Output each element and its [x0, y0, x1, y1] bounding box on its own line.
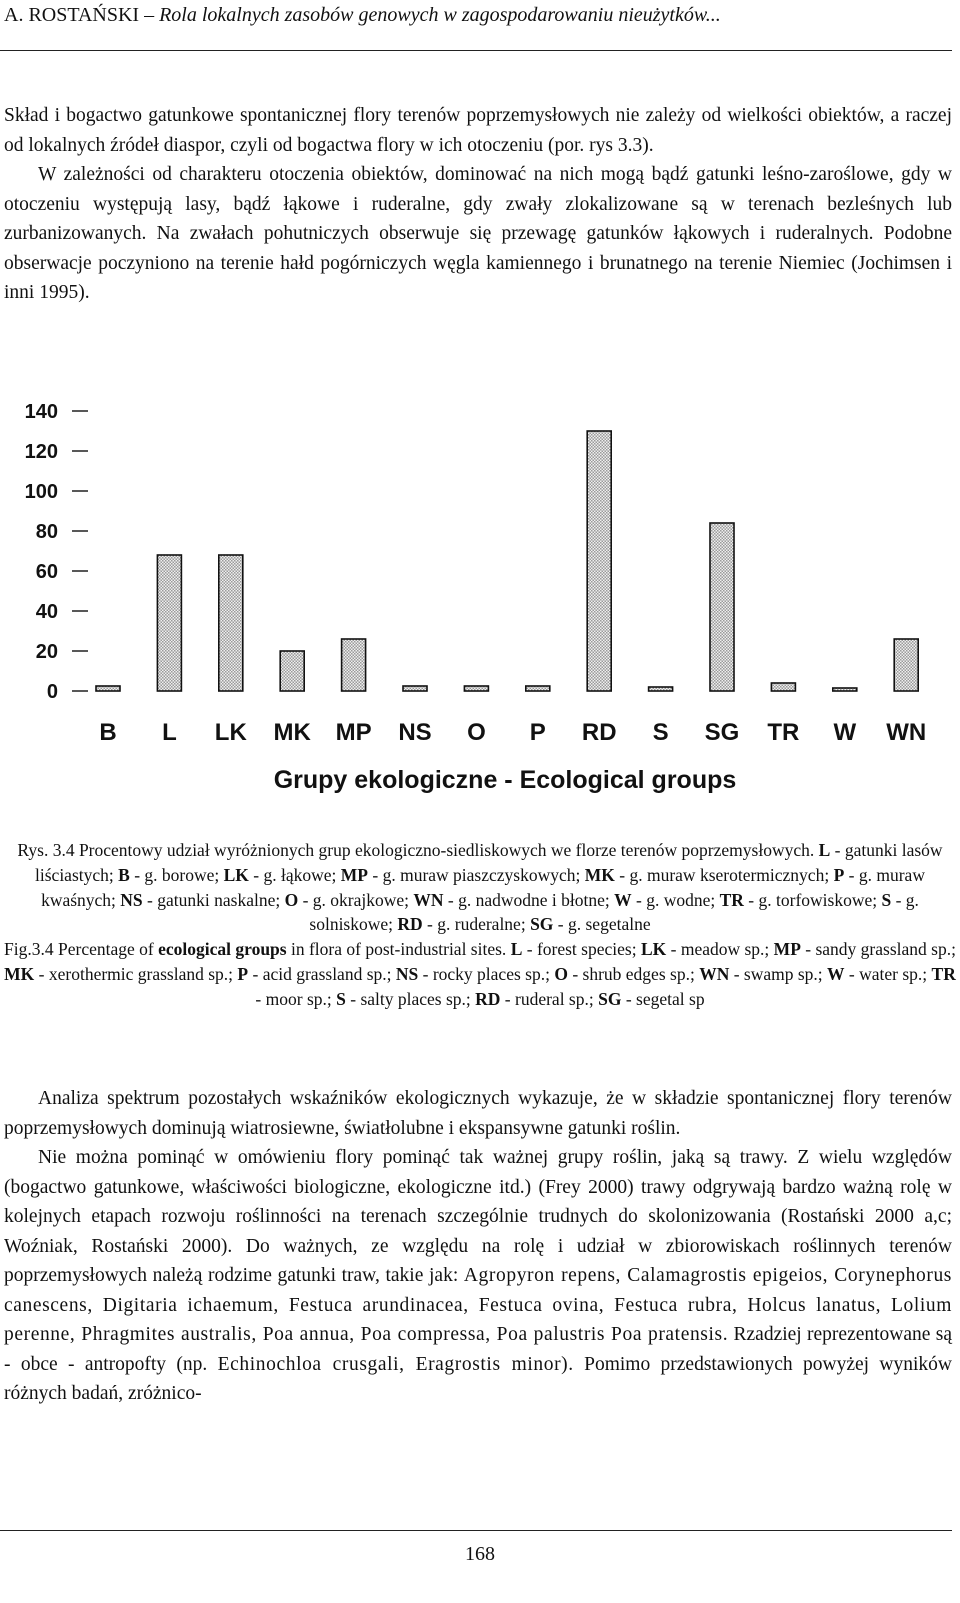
caption-code: SG — [530, 914, 554, 935]
caption-desc: water sp.; — [859, 963, 928, 984]
bar-wn — [894, 639, 918, 691]
caption-desc: g. torfowiskowe; — [758, 889, 878, 910]
paragraph-text: Pomimo przedstawionych powyżej wyników różnych badań, zróżnico- — [4, 1353, 952, 1404]
bar-p — [526, 686, 550, 691]
x-tick-label-lk: LK — [214, 719, 247, 746]
caption-desc: g. borowe; — [144, 864, 220, 885]
bar-ns — [403, 686, 427, 691]
caption-desc: g. łąkowe; — [263, 864, 337, 885]
x-tick-label-b: B — [99, 719, 117, 746]
bar-chart — [0, 395, 960, 820]
caption-code: L — [818, 840, 831, 860]
caption-code: TR — [931, 963, 956, 984]
caption-desc: segetal sp — [636, 988, 705, 1009]
bar-b — [96, 686, 120, 691]
caption-desc: g. muraw kserotermicznych; — [629, 864, 830, 885]
caption-code: RD — [475, 988, 501, 1009]
caption-code: SG — [598, 988, 622, 1009]
y-axis-tick-label: 40 — [35, 601, 58, 623]
bars — [96, 431, 918, 691]
x-tick-label-sg: SG — [704, 719, 740, 746]
caption-rys-prefix: Rys. 3.4 — [17, 840, 75, 860]
x-tick-label-w: W — [833, 719, 857, 746]
x-tick-label-wn: WN — [886, 719, 927, 746]
caption-code: LK — [640, 939, 667, 960]
caption-code: W — [827, 963, 845, 984]
caption-code: O — [284, 889, 299, 910]
caption-desc: swamp sp.; — [743, 963, 823, 984]
caption-desc: ruderal sp.; — [515, 988, 594, 1009]
caption-fig-bold: ecological groups — [158, 939, 287, 960]
header-author: A. ROSTAŃSKI — [4, 4, 140, 26]
bar-tr — [771, 683, 795, 691]
caption-desc: moor sp.; — [265, 988, 332, 1009]
caption-code: TR — [719, 889, 744, 910]
caption-desc: g. nadwodne i błotne; — [458, 889, 610, 910]
footer-rule — [0, 1530, 952, 1531]
y-axis — [25, 401, 88, 703]
page-number: 168 — [465, 1543, 495, 1565]
caption-desc: g. muraw piaszczyskowych; — [382, 864, 581, 885]
x-tick-label-s: S — [652, 719, 669, 746]
caption-desc: g. muraw kwaśnych; — [41, 864, 925, 910]
caption-code: S — [336, 988, 346, 1009]
paragraph: Analiza spektrum pozostałych wskaźników ekologicznych wykazuje, że w składzie spontanicznej flory terenów poprzemysłowych dominują wiatrosiewne, światłolubne i ekspansywne gatunki roślin. — [4, 1088, 952, 1139]
caption-code: W — [614, 889, 632, 910]
caption-desc: g. ruderalne; — [437, 914, 526, 935]
paragraph: W zależności od charakteru otoczenia obiektów, dominować na nich mogą bądź gatunki leśno-zaroślowe, gdy w otoczeniu występują lasy, bądź łąkowe i ruderalne, gdy zwały zlokalizowane są w terenach bezleśnych lub zurbanizowanych. Na zwałach pohutniczych obserwuje się przewagę gatunków łąkowych i ruderalnych. Podobne obserwacje poczyniono na terenie hałd pogórniczych węgla kamiennego i brunatnego na terenie Niemiec (Jochimsen i inni 1995). — [4, 164, 952, 303]
caption-desc: g. segetalne — [568, 914, 651, 935]
y-axis-tick-label: 100 — [24, 481, 58, 503]
bar-w — [833, 688, 857, 691]
header-title: Rola lokalnych zasobów genowych w zagospodarowaniu nieużytków... — [159, 4, 721, 26]
bar-sg — [710, 523, 734, 691]
caption-desc: g. okrajkowe; — [312, 889, 410, 910]
caption-code: RD — [397, 914, 423, 935]
y-axis-tick-label: 0 — [46, 681, 58, 703]
caption-code: MP — [773, 939, 801, 960]
x-axis-title: Grupy ekologiczne - Ecological groups — [273, 766, 737, 794]
header-rule — [0, 50, 952, 51]
species-list: Agropyron repens, Calamagrostis epigeios, Corynephorus canescens, Digitaria ichaemum, Festuca arundinacea, Festuca ovina, Festuca rubra, Holcus lanatus, Lolium perenne, Phragmites australis, Poa annua, Poa compressa, Poa palustris Poa pratensis. — [4, 1265, 952, 1345]
bar-o — [464, 686, 488, 691]
caption-fig-prefix: Fig.3.4 Percentage of — [4, 939, 154, 960]
caption-code: P — [833, 864, 845, 885]
caption-desc: xerothermic grassland sp.; — [48, 963, 234, 984]
caption-desc: gatunki lasów liściastych; — [35, 840, 943, 885]
paragraph: Skład i bogactwo gatunkowe spontanicznej flory terenów poprzemysłowych nie zależy od wielkości obiektów, a raczej od lokalnych źródeł diaspor, czyli od bogactwa flory w ich otoczeniu (por. rys 3.3). — [4, 105, 952, 156]
caption-polish: Rys. 3.4 Procentowy udział wyróżnionych grup ekologiczno-siedliskowych we florze terenów poprzemysłowych. L - gatunki lasów liściastych; B - g. borowe; LK - g. łąkowe; MP - g. muraw piaszczyskowych; MK - g. muraw kserotermicznych; P - g. muraw kwaśnych; NS - gatunki naskalne; O - g. okrajkowe; WN - g. nadwodne i błotne; W - g. wodne; TR - g. torfowiskowe; S - g. solniskowe; RD - g. ruderalne; SG - g. segetalne — [17, 840, 943, 935]
caption-desc: rocky places sp.; — [432, 963, 550, 984]
paragraph-text: Nie można pominąć w omówieniu flory pominąć tak ważnej grupy roślin, jaką są trawy. Z wielu względów (bogactwo gatunkowe, właściwości biologiczne, ekologiczne itd.) (Frey 2000) trawy odgrywają bardzo ważną rolę w kolejnych etapach rozwoju roślinności na terenach szczególnie trudnych do skolonizowania (Rostański 2000 a,c; Woźniak, Rostański 2000). Do ważnych, ze względu na rolę i udział w zbiorowiskach roślinnych terenów poprzemysłowych należą rodzime gatunki traw, takie jak: — [4, 1147, 952, 1286]
y-axis-tick-label: 120 — [24, 441, 58, 463]
bar-mp — [342, 639, 366, 691]
caption-code: L — [510, 939, 523, 960]
caption-desc: gatunki naskalne; — [157, 889, 281, 910]
caption-desc: sandy grassland sp.; — [815, 939, 956, 960]
species-list: Echinochloa crusgali, Eragrostis minor). — [217, 1353, 574, 1375]
x-tick-label-l: L — [162, 719, 177, 746]
bar-rd — [587, 431, 611, 691]
x-tick-label-tr: TR — [767, 719, 800, 746]
bar-s — [649, 687, 673, 691]
figure-caption — [0, 838, 960, 1012]
paragraph-text: Rzadziej reprezentowane są - obce - antropofty (np. — [4, 1324, 952, 1375]
x-tick-label-mp: MP — [335, 719, 372, 746]
bar-lk — [219, 555, 243, 691]
caption-desc: forest species; — [536, 939, 637, 960]
body-text-top — [4, 101, 952, 308]
y-axis-tick-label: 80 — [35, 521, 58, 543]
x-tick-label-mk: MK — [273, 719, 311, 746]
y-axis-tick-label: 20 — [35, 641, 58, 663]
caption-fig-suffix: in flora of post-industrial sites. — [290, 939, 507, 960]
y-axis-tick-label: 60 — [35, 561, 58, 583]
bar-l — [157, 555, 181, 691]
caption-desc: salty places sp.; — [360, 988, 471, 1009]
caption-code: MK — [584, 864, 615, 885]
caption-desc: acid grassland sp.; — [262, 963, 392, 984]
caption-code: NS — [395, 963, 419, 984]
caption-code: NS — [120, 889, 143, 910]
caption-desc: meadow sp.; — [680, 939, 770, 960]
caption-rys-title: Procentowy udział wyróżnionych grup ekologiczno-siedliskowych we florze terenów poprzemysłowych. — [78, 840, 815, 860]
caption-code: WN — [413, 889, 444, 910]
body-text-bottom — [4, 1084, 952, 1409]
caption-code: S — [881, 889, 892, 910]
x-tick-label-o: O — [467, 719, 486, 746]
caption-code: WN — [699, 963, 730, 984]
caption-english: Fig.3.4 Percentage of ecological groups in flora of post-industrial sites. L - forest species; LK - meadow sp.; MP - sandy grassland sp.; MK - xerothermic grassland sp.; P - acid grassland sp.; NS - rocky places sp.; O - shrub edges sp.; WN - swamp sp.; W - water sp.; TR - moor sp.; S - salty places sp.; RD - ruderal sp.; SG - segetal sp — [4, 939, 956, 1009]
caption-code: LK — [223, 864, 249, 885]
running-header: A. ROSTAŃSKI – Rola lokalnych zasobów genowych w zagospodarowaniu nieużytków... — [4, 4, 721, 26]
x-tick-label-p: P — [529, 719, 546, 746]
caption-desc: g. solniskowe; — [309, 889, 919, 935]
caption-code: B — [118, 864, 130, 885]
caption-code: O — [554, 963, 568, 984]
caption-code: MP — [340, 864, 368, 885]
caption-code: MK — [4, 963, 35, 984]
caption-code: P — [237, 963, 249, 984]
x-tick-label-ns: NS — [398, 719, 432, 746]
y-axis-tick-label: 140 — [24, 401, 58, 423]
x-axis-tick-labels — [99, 719, 926, 746]
paragraph — [4, 1143, 952, 1409]
x-tick-label-rd: RD — [581, 719, 617, 746]
bar-mk — [280, 651, 304, 691]
caption-desc: g. wodne; — [646, 889, 716, 910]
caption-desc: shrub edges sp.; — [582, 963, 695, 984]
